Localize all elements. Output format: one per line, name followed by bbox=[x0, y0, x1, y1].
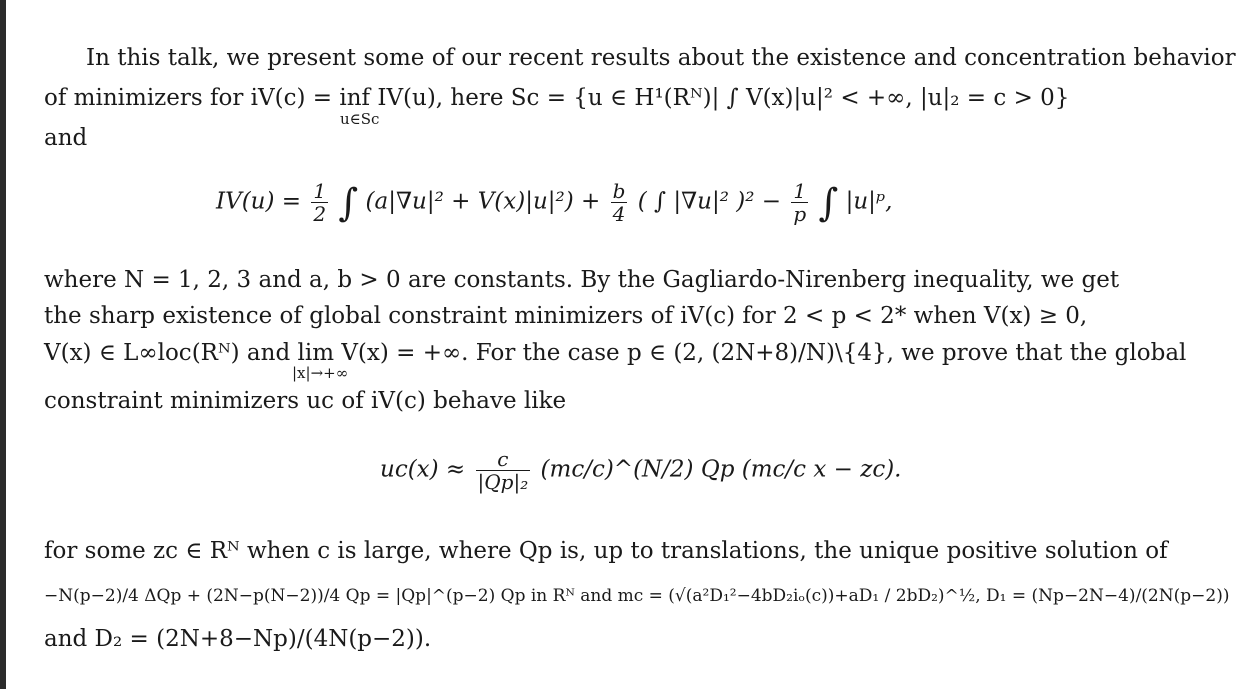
paragraph2-line1: where N = 1, 2, 3 and a, b > 0 are constants. By the Gagliardo-Nirenberg inequality, we get bbox=[44, 267, 1120, 293]
eq1-term2: ( ∫ |∇u|² )² − bbox=[637, 188, 782, 215]
eq1-frac2: $\frac{b}{4}$ bbox=[612, 179, 626, 226]
paragraph1-line2: of minimizers for iV(c) = inf IV(u), here Sc = {u ∈ H¹(Rᴺ)| ∫ V(x)|u|² < +∞, |u|₂ = c > 0} bbox=[44, 85, 1070, 111]
eq2-body: (mc/c)^(N/2) Qp (mc/c x − zc). bbox=[540, 456, 902, 483]
eq1-frac1: $\frac{1}{2}$ bbox=[313, 179, 327, 226]
eq2-lhs: uc(x) ≈ bbox=[380, 456, 466, 483]
paragraph2-line3: V(x) ∈ L∞loc(Rᴺ) and lim V(x) = +∞. For the case p ∈ (2, (2N+8)/N)\{4}, we prove that the global bbox=[44, 340, 1187, 366]
paragraph3-line3: and D₂ = (2N+8−Np)/(4N(p−2)). bbox=[44, 626, 432, 652]
left-edge-bar bbox=[0, 0, 6, 689]
equation-asymptotic bbox=[380, 448, 901, 493]
integral-sign: ∫ bbox=[338, 180, 359, 225]
eq1-term3: |u|ᵖ, bbox=[845, 188, 893, 215]
eq1-frac3: $\frac{1}{p}$ bbox=[793, 179, 807, 226]
inf-subscript: u∈Sc bbox=[340, 110, 380, 128]
paragraph1-line3: and bbox=[44, 125, 88, 151]
eq1-lhs: IV(u) = bbox=[216, 188, 302, 215]
paragraph2-line2: the sharp existence of global constraint minimizers of iV(c) for 2 < p < 2* when V(x) ≥ 0, bbox=[44, 303, 1088, 329]
equation-energy-functional bbox=[216, 180, 892, 225]
paragraph2-line4: constraint minimizers uc of iV(c) behave like bbox=[44, 388, 567, 414]
paragraph1-line1: In this talk, we present some of our recent results about the existence and concentration behavior bbox=[86, 45, 1236, 71]
eq2-frac: $\frac{c}{\text{|Qp|₂}}$ bbox=[477, 447, 529, 494]
paragraph3-line1: for some zc ∈ Rᴺ when c is large, where Qp is, up to translations, the unique positive solution of bbox=[44, 538, 1168, 564]
paragraph3-line2: −N(p−2)/4 ΔQp + (2N−p(N−2))/4 Qp = |Qp|^(p−2) Qp in Rᴺ and mc = (√(a²D₁²−4bD₂iₒ(c))+aD₁ / 2bD₂)^½, D₁ = (Np−2N−4)/(2N(p−2)) bbox=[44, 586, 1230, 606]
integral-sign: ∫ bbox=[818, 180, 839, 225]
lim-subscript: |x|→+∞ bbox=[292, 364, 349, 382]
eq1-term1: (a|∇u|² + V(x)|u|²) + bbox=[365, 188, 601, 215]
